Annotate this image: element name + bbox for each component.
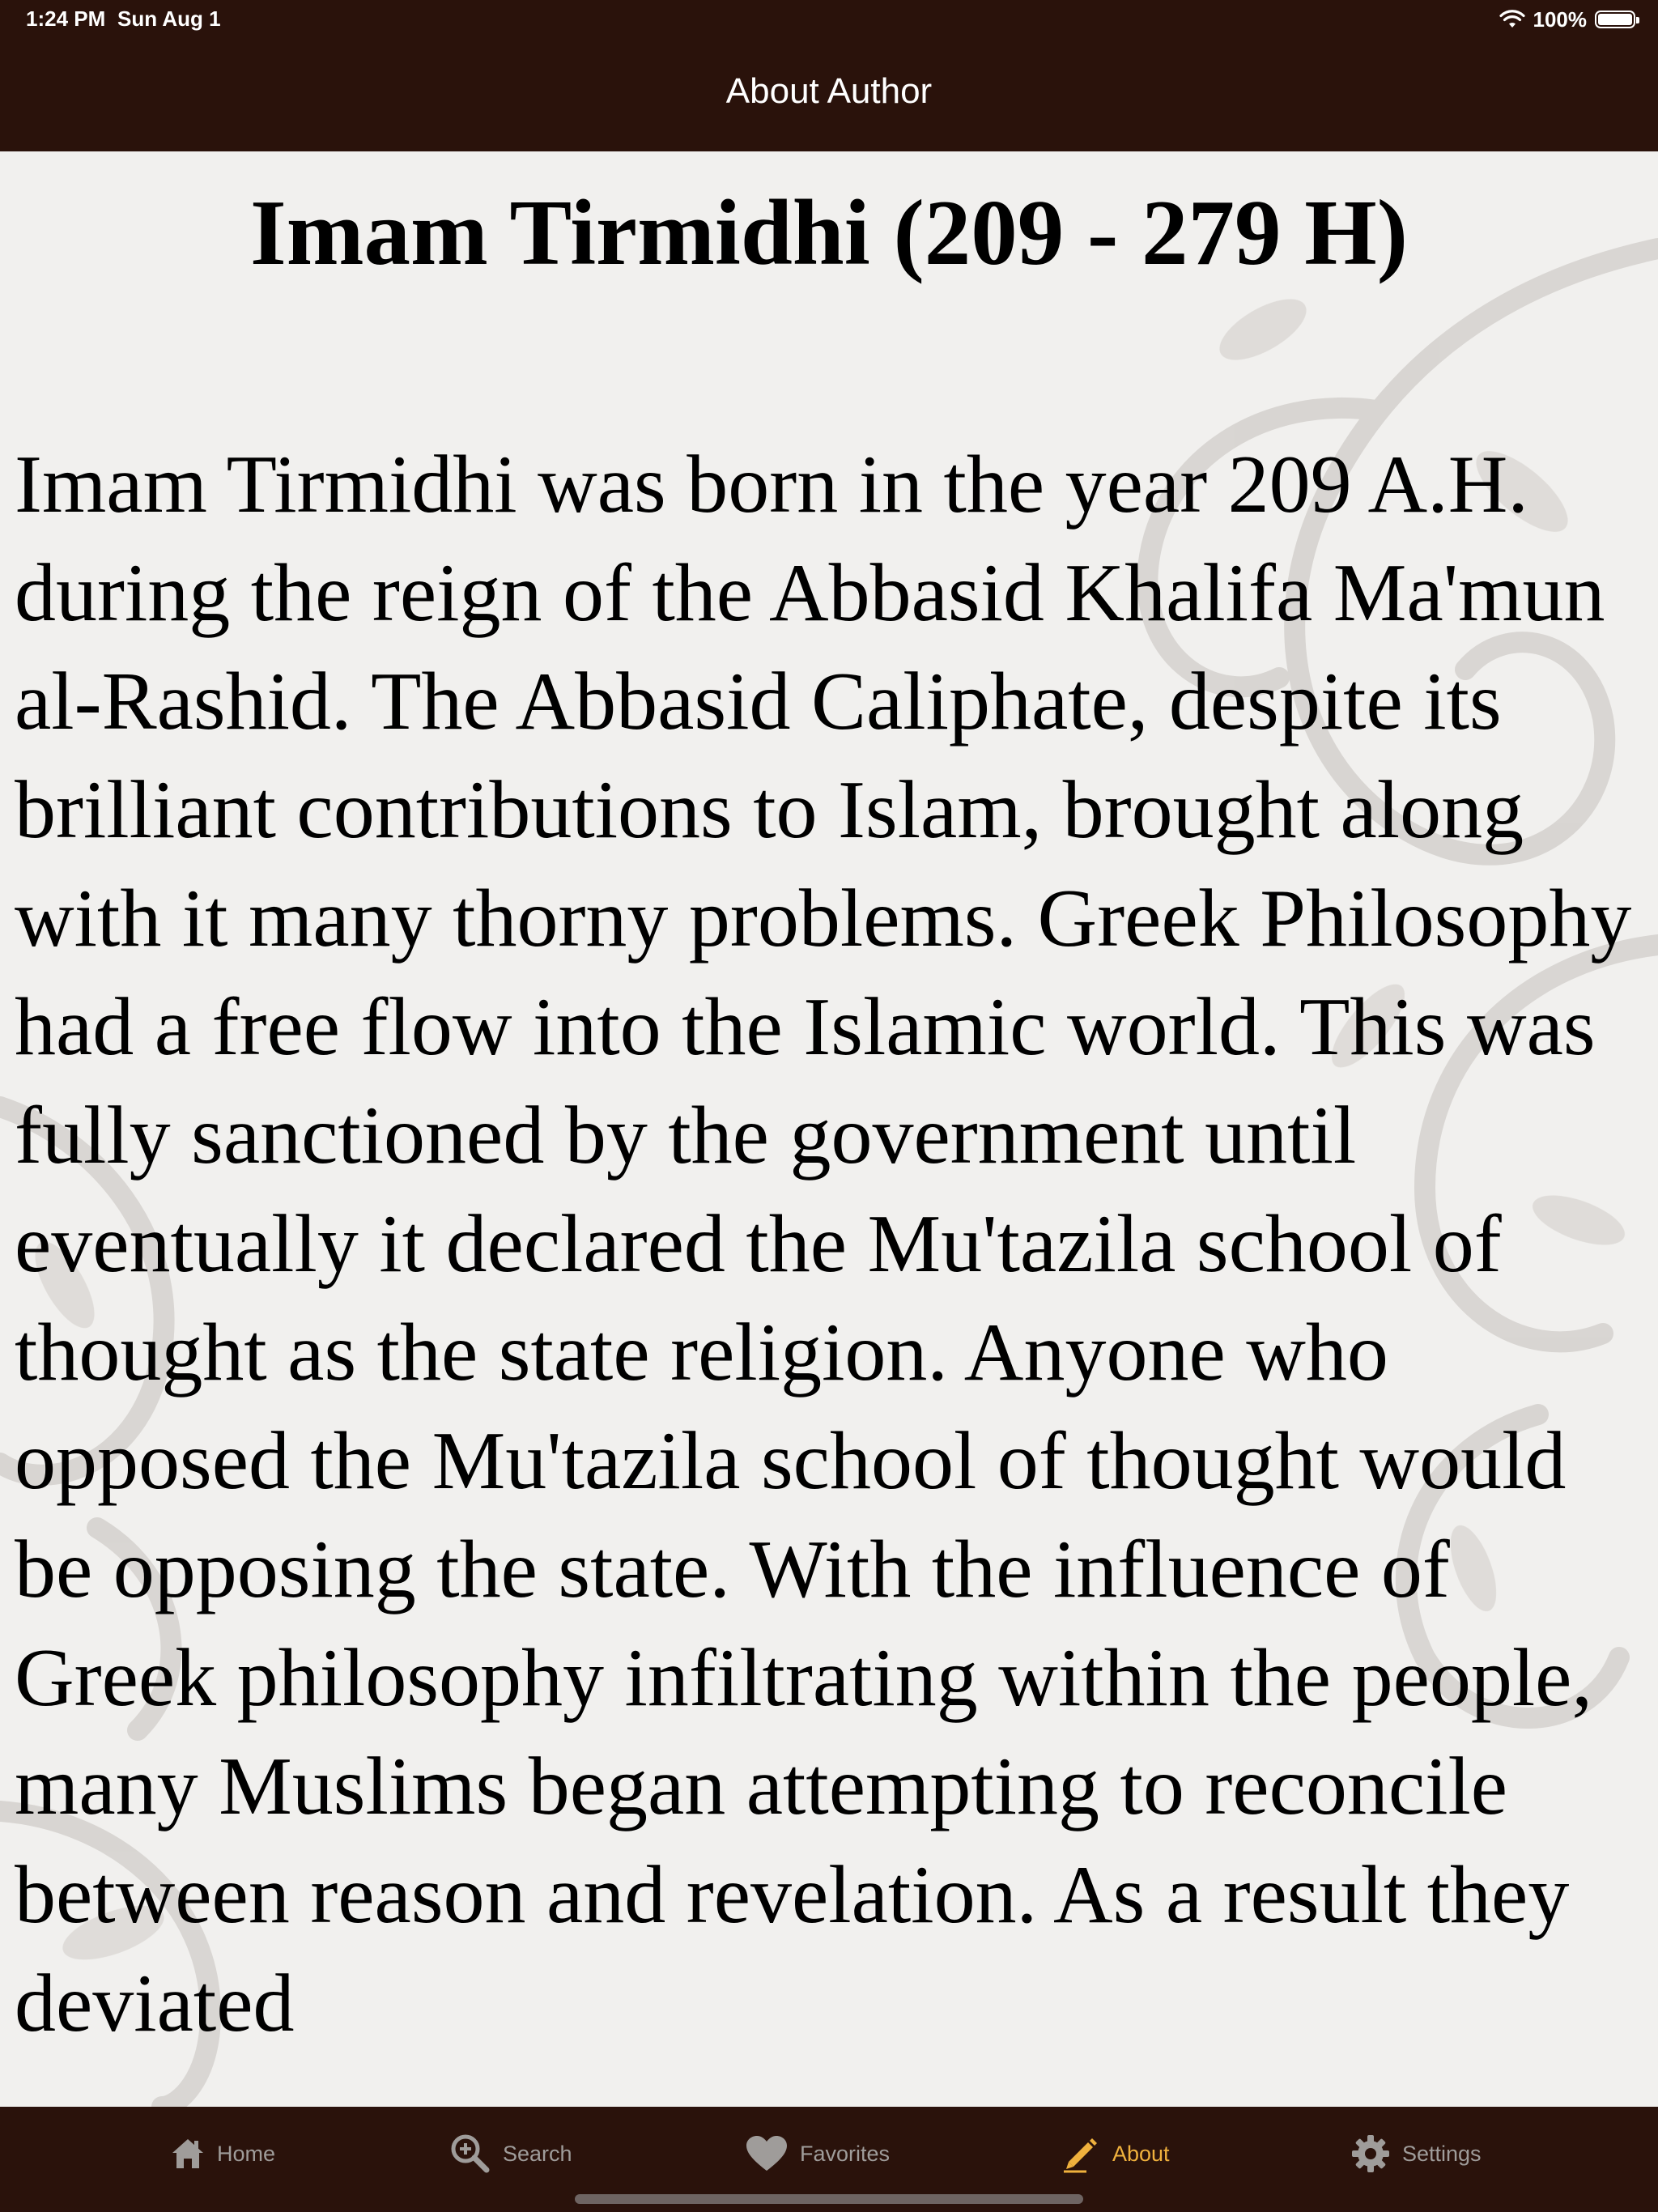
battery-icon (1595, 11, 1635, 28)
tab-search[interactable] (449, 2129, 572, 2178)
tab-label-home: Home (217, 2141, 276, 2166)
wifi-icon (1499, 10, 1525, 29)
home-icon (170, 2137, 206, 2171)
tab-label-settings: Settings (1402, 2141, 1482, 2166)
heart-icon (745, 2135, 789, 2172)
tab-home[interactable] (170, 2129, 275, 2178)
search-icon (449, 2133, 491, 2175)
top-bar (0, 0, 1658, 151)
home-indicator[interactable] (575, 2194, 1083, 2204)
tab-label-favorites: Favorites (800, 2141, 891, 2166)
status-date: Sun Aug 1 (117, 6, 221, 31)
article-body: Imam Tirmidhi was born in the year 209 A.H. during the reign of the Abbasid Khalifa Ma'mun al-Rashid. The Abbasid Caliphate, despite its brilliant contributions to Islam, brought along with it many thorny problems. Greek Philosophy had a free flow into the Islamic world. This was fully sanctioned by the government until eventually it declared the Mu'tazila school of thought as the state religion. Anyone who opposed the Mu'tazila school of thought would be opposing the state. With the influence of Greek philosophy infiltrating within the people, many Muslims began attempting to reconcile between reason and revelation. As a result they deviated (15, 439, 1632, 2049)
gear-icon (1350, 2133, 1391, 2174)
tab-favorites[interactable] (745, 2129, 890, 2178)
article-content[interactable] (0, 151, 1658, 2107)
pencil-icon (1062, 2134, 1101, 2173)
tab-bar (0, 2107, 1658, 2212)
status-indicators (1499, 5, 1636, 34)
tab-about[interactable] (1062, 2129, 1170, 2178)
status-time: 1:24 PM (26, 6, 106, 31)
battery-percent: 100% (1533, 6, 1587, 32)
tab-label-search: Search (503, 2141, 572, 2166)
tab-settings[interactable] (1350, 2129, 1482, 2178)
tab-label-about: About (1112, 2141, 1170, 2166)
page-title-bar: About Author (725, 71, 933, 111)
article-title: Imam Tirmidhi (209 - 279 H) (249, 181, 1409, 284)
